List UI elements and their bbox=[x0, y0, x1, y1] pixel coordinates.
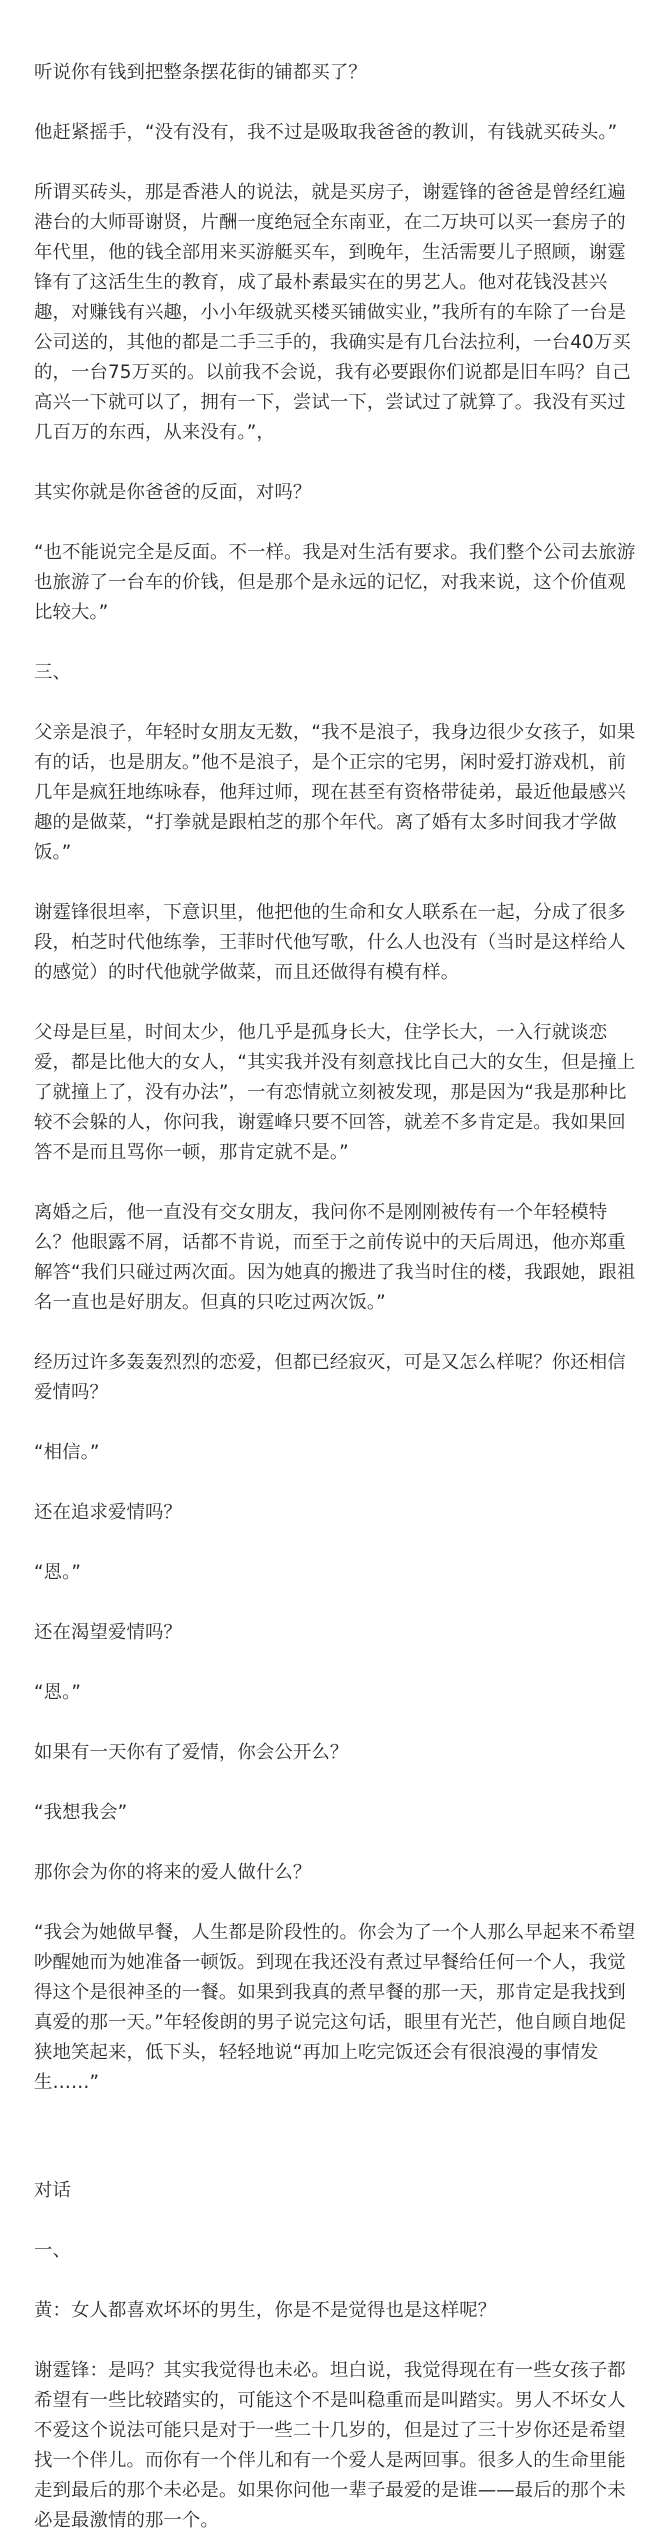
paragraph-spacing bbox=[34, 988, 640, 1018]
paragraph-spacing bbox=[34, 1768, 640, 1798]
paragraph-spacing bbox=[34, 1528, 640, 1558]
paragraph-spacing bbox=[34, 448, 640, 478]
paragraph-spacing bbox=[34, 1648, 640, 1678]
paragraph-spacing bbox=[34, 688, 640, 718]
paragraph: 谢霆锋：是吗？其实我觉得也未必。坦白说，我觉得现在有一些女孩子都希望有一些比较踏实的，可能这个不是叫稳重而是叫踏实。男人不坏女人不爱这个说法可能只是对于一些二十几岁的，但是过了三十岁你还是希望找一个伴儿。而你有一个伴儿和有一个爱人是两回事。很多人的生命里能走到最后的那个未必是。如果你问他一辈子最爱的是谁——最后的那个未必是最激情的那一个。 bbox=[34, 2360, 626, 2531]
section-spacing bbox=[34, 2098, 640, 2176]
paragraph: 还在渴望爱情吗？ bbox=[34, 1622, 182, 1643]
paragraph-spacing bbox=[34, 1708, 640, 1738]
paragraph: “相信。” bbox=[34, 1442, 100, 1463]
paragraph: 听说你有钱到把整条摆花街的铺都买了？ bbox=[34, 62, 367, 83]
paragraph: “恩。” bbox=[34, 1682, 82, 1703]
paragraph-spacing bbox=[34, 868, 640, 898]
paragraph: 那你会为你的将来的爱人做什么？ bbox=[34, 1862, 312, 1883]
paragraph: 还在追求爱情吗？ bbox=[34, 1502, 182, 1523]
paragraph-spacing bbox=[34, 1168, 640, 1198]
paragraph-spacing bbox=[34, 88, 640, 118]
paragraph: 三、 bbox=[34, 662, 71, 683]
paragraph-spacing bbox=[34, 1408, 640, 1438]
paragraph: 父亲是浪子，年轻时女朋友无数，“我不是浪子，我身边很少女孩子，如果有的话，也是朋友。”他不是浪子，是个正宗的宅男，闲时爱打游戏机，前几年是疯狂地练咏春，他拜过师，现在甚至有资格带徒弟，最近他最感兴趣的是做菜，“打拳就是跟柏芝的那个年代。离了婚有太多时间我才学做饭。” bbox=[34, 722, 636, 863]
paragraph: 离婚之后，他一直没有交女朋友，我问你不是刚刚被传有一个年轻模特么？他眼露不屑，话都不肯说，而至于之前传说中的天后周迅，他亦郑重解答“我们只碰过两次面。因为她真的搬进了我当时住的楼，我跟她，跟祖名一直也是好朋友。但真的只吃过两次饭。” bbox=[34, 1202, 636, 1313]
paragraph-spacing bbox=[34, 508, 640, 538]
paragraph: 一、 bbox=[34, 2240, 71, 2261]
paragraph-spacing bbox=[34, 1468, 640, 1498]
paragraph-spacing bbox=[34, 1318, 640, 1348]
paragraph: 经历过许多轰轰烈烈的恋爱，但都已经寂灭，可是又怎么样呢？你还相信爱情吗？ bbox=[34, 1352, 626, 1403]
article-body bbox=[34, 58, 640, 2098]
paragraph: 他赶紧摇手，“没有没有，我不过是吸取我爸爸的教训，有钱就买砖头。” bbox=[34, 122, 618, 143]
paragraph-spacing bbox=[34, 2266, 640, 2296]
paragraph: “也不能说完全是反面。不一样。我是对生活有要求。我们整个公司去旅游也旅游了一台车的价钱，但是那个是永远的记忆，对我来说，这个价值观比较大。” bbox=[34, 542, 636, 623]
paragraph: 谢霆锋很坦率，下意识里，他把他的生命和女人联系在一起，分成了很多段，柏芝时代他练拳，王菲时代他写歌，什么人也没有（当时是这样给人的感觉）的时代他就学做菜，而且还做得有模有样。 bbox=[34, 902, 626, 983]
paragraph: 父母是巨星，时间太少，他几乎是孤身长大，住学长大，一入行就谈恋爱，都是比他大的女人，“其实我并没有刻意找比自己大的女生，但是撞上了就撞上了，没有办法”，一有恋情就立刻被发现，那是因为“我是那种比较不会躲的人，你问我，谢霆峰只要不回答，就差不多肯定是。我如果回答不是而且骂你一顿，那肯定就不是。” bbox=[34, 1022, 636, 1163]
paragraph-spacing bbox=[34, 2326, 640, 2356]
paragraph: 其实你就是你爸爸的反面，对吗？ bbox=[34, 482, 312, 503]
paragraph-spacing bbox=[34, 1888, 640, 1918]
paragraph: “我想我会” bbox=[34, 1802, 128, 1823]
paragraph-spacing bbox=[34, 148, 640, 178]
paragraph: 对话 bbox=[34, 2180, 71, 2201]
paragraph: 所谓买砖头，那是香港人的说法，就是买房子，谢霆锋的爸爸是曾经红遍港台的大师哥谢贤，片酬一度绝冠全东南亚，在二万块可以买一套房子的年代里，他的钱全部用来买游艇买车，到晚年，生活需要儿子照顾，谢霆锋有了这活生生的教育，成了最朴素最实在的男艺人。他对花钱没甚兴趣，对赚钱有兴趣，小小年级就买楼买铺做实业，”我所有的车除了一台是公司送的，其他的都是二手三手的，我确实是有几台法拉利，一台40万买的，一台75万买的。以前我不会说，我有必要跟你们说都是旧车吗？自己高兴一下就可以了，拥有一下，尝试一下，尝试过了就算了。我没有买过几百万的东西，从来没有。”， bbox=[34, 182, 631, 443]
dialogue-section bbox=[34, 2176, 640, 2536]
paragraph-spacing bbox=[34, 1588, 640, 1618]
paragraph: “我会为她做早餐，人生都是阶段性的。你会为了一个人那么早起来不希望吵醒她而为她准备一顿饭。到现在我还没有煮过早餐给任何一个人，我觉得这个是很神圣的一餐。如果到我真的煮早餐的那一天，那肯定是我找到真爱的那一天。”年轻俊朗的男子说完这句话，眼里有光芒，他自顾自地促狭地笑起来，低下头，轻轻地说“再加上吃完饭还会有很浪漫的事情发生……” bbox=[34, 1922, 636, 2093]
paragraph-spacing bbox=[34, 628, 640, 658]
paragraph: 黄：女人都喜欢坏坏的男生，你是不是觉得也是这样呢？ bbox=[34, 2300, 497, 2321]
top-spacing bbox=[34, 0, 640, 58]
paragraph: 如果有一天你有了爱情，你会公开么？ bbox=[34, 1742, 349, 1763]
paragraph: “恩。” bbox=[34, 1562, 82, 1583]
paragraph-spacing bbox=[34, 2206, 640, 2236]
paragraph-spacing bbox=[34, 1828, 640, 1858]
